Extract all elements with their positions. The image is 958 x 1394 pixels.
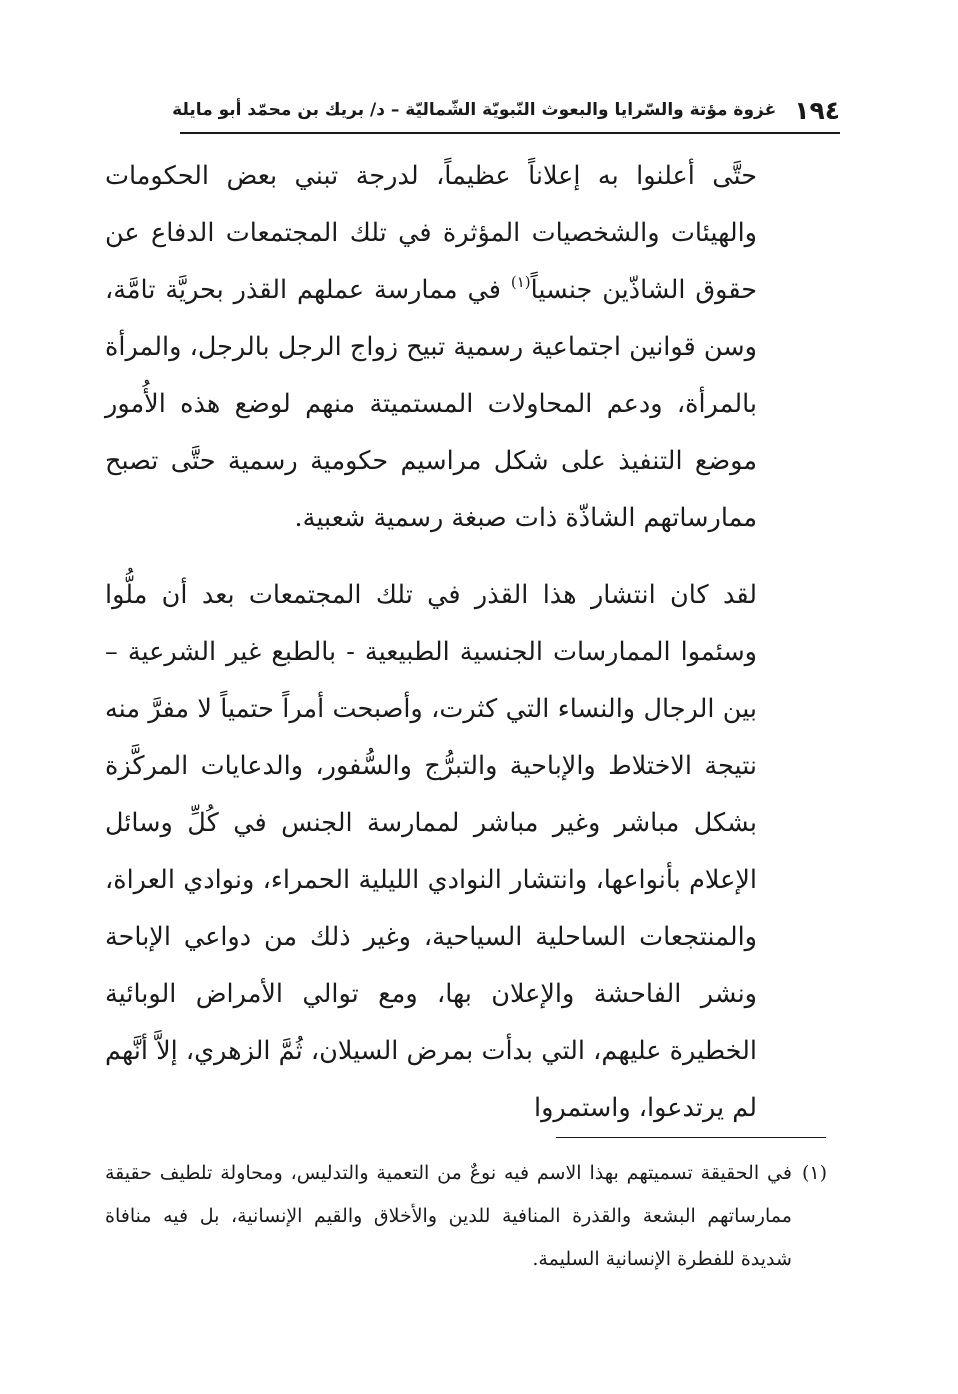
paragraph-1-text-end: في ممارسة عملهم القذر بحريَّة تامَّة، وسن قوانين اجتماعية رسمية تبيح زواج الرجل بالرجل، والمرأة بالمرأة، ودعم المحاولات المستميتة منهم لوضع هذه الأُمور موضع التنفيذ على شكل مراسيم حكومية رسمية حتَّى تصبح ممارساتهم الشاذّة ذات صبغة رسمية شعبية. [105,275,757,533]
page-number: ١٩٤ [794,95,840,125]
paragraph-2: لقد كان انتشار هذا القذر في تلك المجتمعات بعد أن ملُّوا وسئموا الممارسات الجنسية الطبيعية - بالطبع غير الشرعية – بين الرجال والنساء التي كثرت، وأصبحت أمراً حتمياً لا مفرَّ منه نتيجة الاختلاط والإباحية والتبرُّج والسُّفور، والدعايات المركَّزة بشكل مباشر وغير مباشر لممارسة الجنس في كُلِّ وسائل الإعلام بأنواعها، وانتشار النوادي الليلية الحمراء، ونوادي العراة، والمنتجعات الساحلية السياحية، وغير ذلك من دواعي الإباحة ونشر الفاحشة والإعلان بها، ومع توالي الأمراض الوبائية الخطيرة عليهم، التي بدأت بمرض السيلان، ثُمَّ الزهري، إلاَّ أنَّهم لم يرتدعوا، واستمروا [105,580,757,1123]
footnote [105,1152,827,1281]
footnote-marker: (١) [801,1162,827,1184]
paragraph-1 [105,148,757,547]
paragraph-1-text-start: حتَّى أعلنوا به إعلاناً عظيماً، لدرجة تبني بعض الحكومات والهيئات والشخصيات المؤثرة في تلك المجتمعات الدفاع عن حقوق الشاذّين جنسياً [105,161,757,305]
running-header [172,92,840,128]
header-rule [180,132,840,134]
footnote-separator [556,1137,826,1138]
footnote-reference: (١) [510,273,531,291]
footnote-text: في الحقيقة تسميتهم بهذا الاسم فيه نوعٌ من التعمية والتدليس، ومحاولة تلطيف حقيقة ممارساتهم البشعة والقذرة المنافية للدين والأخلاق والقيم الإنسانية، بل فيه منافاة شديدة للفطرة الإنسانية السليمة. [105,1162,792,1270]
running-header-title: غزوة مؤتة والسّرايا والبعوث النّبويّة الشّماليّة – د/ بريك بن محمّد أبو مايلة [172,100,777,120]
main-text [105,148,757,1137]
